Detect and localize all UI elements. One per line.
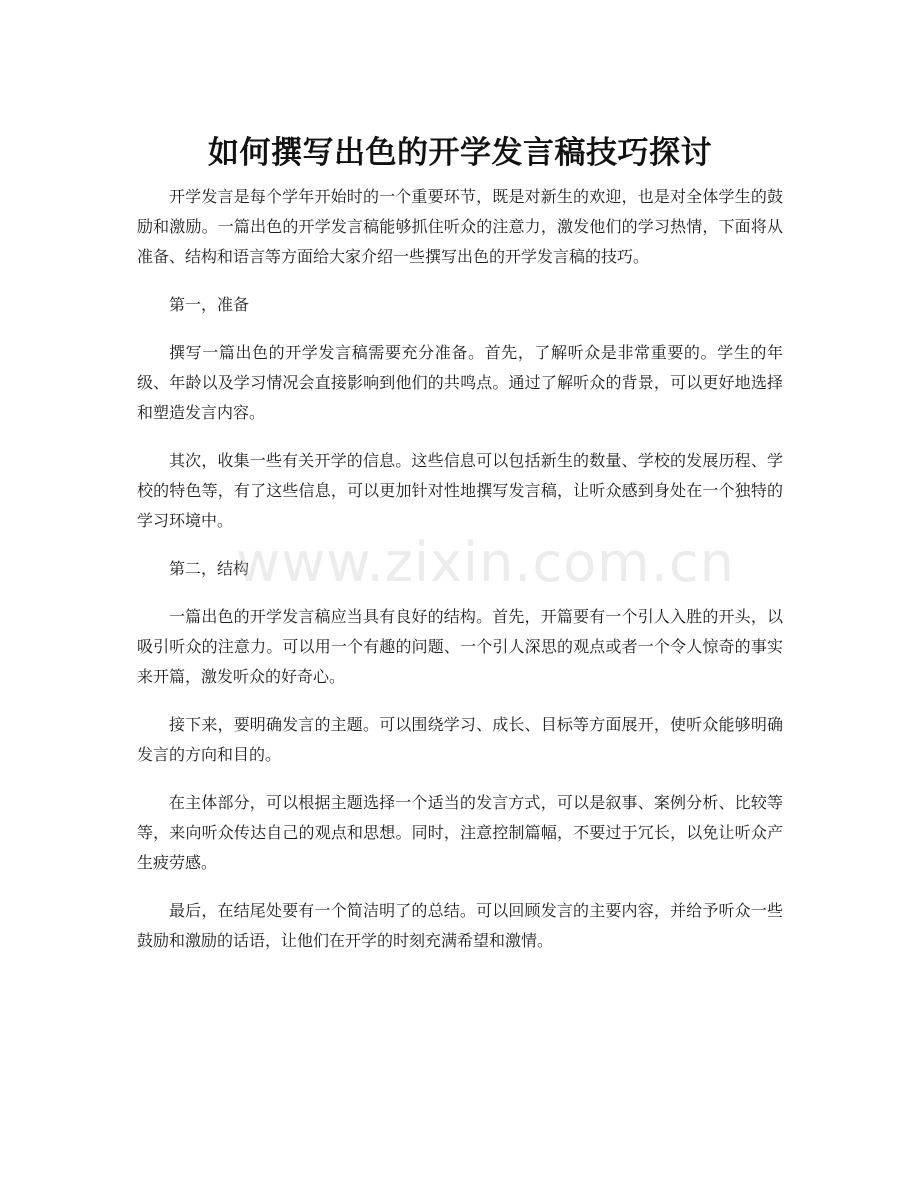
document-body [137,182,783,974]
watermark: www.zixin.com.cn [236,531,735,594]
document-title: 如何撰写出色的开学发言稿技巧探讨 [208,134,712,171]
paragraph: 接下来，要明确发言的主题。可以围绕学习、成长、目标等方面展开，使听众能够明确发言的方向和目的。 [137,715,783,764]
section-heading-structure: 第二，结构 [169,559,250,578]
paragraph: 撰写一篇出色的开学发言稿需要充分准备。首先，了解听众是非常重要的。学生的年级、年龄以及学习情况会直接影响到他们的共鸣点。通过了解听众的背景，可以更好地选择和塑造发言内容。 [137,343,783,422]
section-heading-preparation: 第一，准备 [169,295,250,314]
intro-paragraph: 开学发言是每个学年开始时的一个重要环节，既是对新生的欢迎，也是对全体学生的鼓励和激励。一篇出色的开学发言稿能够抓住听众的注意力，激发他们的学习热情，下面将从准备、结构和语言等方面给大家介绍一些撰写出色的开学发言稿的技巧。 [137,187,783,266]
paragraph: 在主体部分，可以根据主题选择一个适当的发言方式，可以是叙事、案例分析、比较等等，来向听众传达自己的观点和思想。同时，注意控制篇幅，不要过于冗长，以免让听众产生疲劳感。 [137,793,783,872]
paragraph: 其次，收集一些有关开学的信息。这些信息可以包括新生的数量、学校的发展历程、学校的特色等，有了这些信息，可以更加针对性地撰写发言稿，让听众感到身处在一个独特的学习环境中。 [137,451,783,530]
paragraph: 一篇出色的开学发言稿应当具有良好的结构。首先，开篇要有一个引人入胜的开头，以吸引听众的注意力。可以用一个有趣的问题、一个引人深思的观点或者一个令人惊奇的事实来开篇，激发听众的好奇心。 [137,607,783,686]
paragraph: 最后，在结尾处要有一个简洁明了的总结。可以回顾发言的主要内容，并给予听众一些鼓励和激励的话语，让他们在开学的时刻充满希望和激情。 [137,901,783,950]
